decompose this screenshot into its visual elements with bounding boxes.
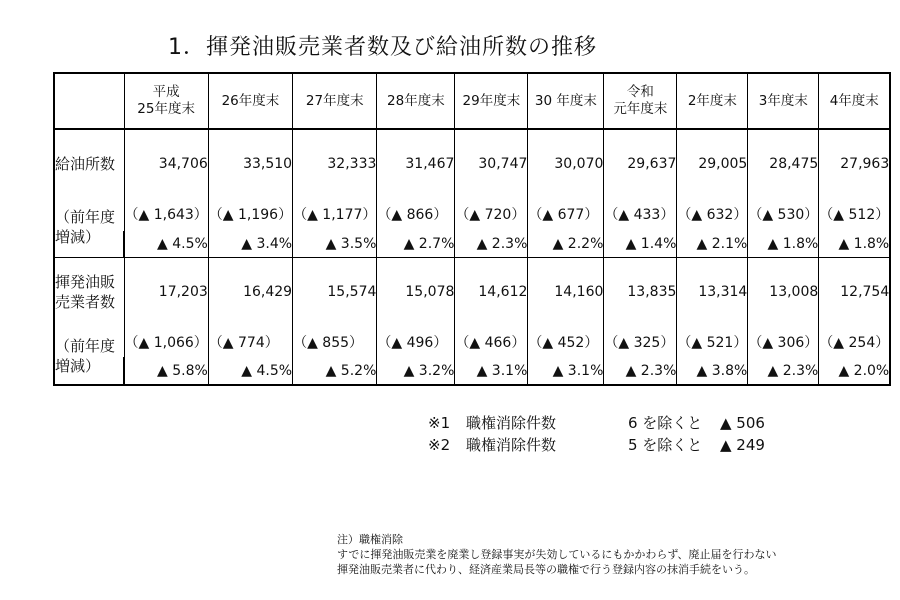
dealers-change-label: （前年度 増減） xyxy=(54,327,124,385)
table-cell: （▲ 1,196） xyxy=(208,197,292,231)
column-header: 30 年度末 xyxy=(528,73,604,129)
table-cell: ▲ 2.2% xyxy=(528,231,604,257)
table-cell: （▲ 306） xyxy=(748,327,819,357)
table-cell: （▲ 512） xyxy=(819,197,890,231)
table-cell: 13,008 xyxy=(748,257,819,327)
table-cell: 14,612 xyxy=(455,257,528,327)
header-row xyxy=(54,73,890,129)
table-cell: （▲ 530） xyxy=(748,197,819,231)
table-cell: 33,510 xyxy=(208,129,292,197)
table-cell: 15,574 xyxy=(293,257,377,327)
table-cell: （▲ 521） xyxy=(677,327,748,357)
table-cell: ▲ 5.8% xyxy=(124,357,208,385)
footnote-line: すでに揮発油販売業を廃業し登録事実が失効しているにもかかわらず、廃止届を行わない xyxy=(337,548,777,561)
table-cell: （▲ 1,066） xyxy=(124,327,208,357)
table-cell: （▲ 1,177） xyxy=(293,197,377,231)
footnote-line: 揮発油販売業者に代わり、経済産業局長等の職権で行う登録内容の抹消手続をいう。 xyxy=(337,563,755,576)
table-cell: 16,429 xyxy=(208,257,292,327)
table-cell: （▲ 866） xyxy=(377,197,455,231)
column-header: 平成 25年度末 xyxy=(124,73,208,129)
table-cell: （▲ 774） xyxy=(208,327,292,357)
table-cell: （▲ 452） xyxy=(528,327,604,357)
table-cell: （▲ 325） xyxy=(604,327,677,357)
column-header: 3年度末 xyxy=(748,73,819,129)
table-cell: ▲ 2.3% xyxy=(455,231,528,257)
table-cell: ▲ 2.7% xyxy=(377,231,455,257)
table-cell: 29,005 xyxy=(677,129,748,197)
stations-percent-row xyxy=(54,231,890,257)
table-cell: ▲ 1.8% xyxy=(748,231,819,257)
table-cell: ▲ 3.5% xyxy=(293,231,377,257)
table-cell: 13,314 xyxy=(677,257,748,327)
table-cell: ▲ 2.3% xyxy=(604,357,677,385)
table-cell: （▲ 254） xyxy=(819,327,890,357)
table-cell: （▲ 496） xyxy=(377,327,455,357)
header-corner xyxy=(54,73,124,129)
table-cell: （▲ 433） xyxy=(604,197,677,231)
note-row xyxy=(428,412,788,434)
table-cell: 31,467 xyxy=(377,129,455,197)
table-cell: ▲ 3.1% xyxy=(455,357,528,385)
stations-value-row xyxy=(54,129,890,197)
table-cell: ▲ 3.8% xyxy=(677,357,748,385)
dealers-value-row xyxy=(54,257,890,327)
table-cell: ▲ 3.2% xyxy=(377,357,455,385)
table-cell: （▲ 720） xyxy=(455,197,528,231)
table-cell: 30,070 xyxy=(528,129,604,197)
dealers-percent-row xyxy=(54,357,890,385)
table-cell: ▲ 4.5% xyxy=(124,231,208,257)
table-cell: 34,706 xyxy=(124,129,208,197)
table-cell: 14,160 xyxy=(528,257,604,327)
note-value: ▲ 506 xyxy=(720,414,765,432)
table-cell: （▲ 855） xyxy=(293,327,377,357)
note-mark: ※1 xyxy=(428,414,451,432)
table-cell: 15,078 xyxy=(377,257,455,327)
table-cell: ▲ 3.4% xyxy=(208,231,292,257)
table-cell: ▲ 2.1% xyxy=(677,231,748,257)
table-cell: 32,333 xyxy=(293,129,377,197)
exclusion-notes xyxy=(428,412,788,456)
note-count: 6 を除くと xyxy=(628,414,703,432)
dealers-label: 揮発油販 売業者数 xyxy=(54,257,124,327)
note-count: 5 を除くと xyxy=(628,436,703,454)
table-cell: 27,963 xyxy=(819,129,890,197)
table-cell: 29,637 xyxy=(604,129,677,197)
footnote xyxy=(337,532,776,577)
column-header: 27年度末 xyxy=(293,73,377,129)
statistics-table xyxy=(53,72,891,386)
table-cell: ▲ 1.8% xyxy=(819,231,890,257)
stations-change-row xyxy=(54,197,890,231)
dealers-change-row xyxy=(54,327,890,357)
stations-label: 給油所数 xyxy=(54,129,124,197)
stations-change-label: （前年度 増減） xyxy=(54,197,124,257)
table-cell: 28,475 xyxy=(748,129,819,197)
note-mark: ※2 xyxy=(428,436,451,454)
table-cell: ▲ 3.1% xyxy=(528,357,604,385)
table-cell: ▲ 2.0% xyxy=(819,357,890,385)
footnote-heading: 注）職権消除 xyxy=(337,533,403,546)
column-header: 29年度末 xyxy=(455,73,528,129)
table-cell: 12,754 xyxy=(819,257,890,327)
table-cell: （▲ 632） xyxy=(677,197,748,231)
page-title: 1．揮発油販売業者数及び給油所数の推移 xyxy=(168,35,597,60)
table-cell: （▲ 677） xyxy=(528,197,604,231)
column-header: 2年度末 xyxy=(677,73,748,129)
table-cell: ▲ 4.5% xyxy=(208,357,292,385)
table-cell: （▲ 466） xyxy=(455,327,528,357)
column-header: 28年度末 xyxy=(377,73,455,129)
column-header: 26年度末 xyxy=(208,73,292,129)
column-header: 4年度末 xyxy=(819,73,890,129)
table-cell: ▲ 2.3% xyxy=(748,357,819,385)
table-cell: ▲ 5.2% xyxy=(293,357,377,385)
column-header: 令和 元年度末 xyxy=(604,73,677,129)
note-label: 職権消除件数 xyxy=(466,436,557,454)
table-cell: ▲ 1.4% xyxy=(604,231,677,257)
table-cell: 17,203 xyxy=(124,257,208,327)
table-cell: 30,747 xyxy=(455,129,528,197)
table-cell: 13,835 xyxy=(604,257,677,327)
note-label: 職権消除件数 xyxy=(466,414,557,432)
note-row xyxy=(428,434,788,456)
table-cell: （▲ 1,643） xyxy=(124,197,208,231)
note-value: ▲ 249 xyxy=(720,436,765,454)
